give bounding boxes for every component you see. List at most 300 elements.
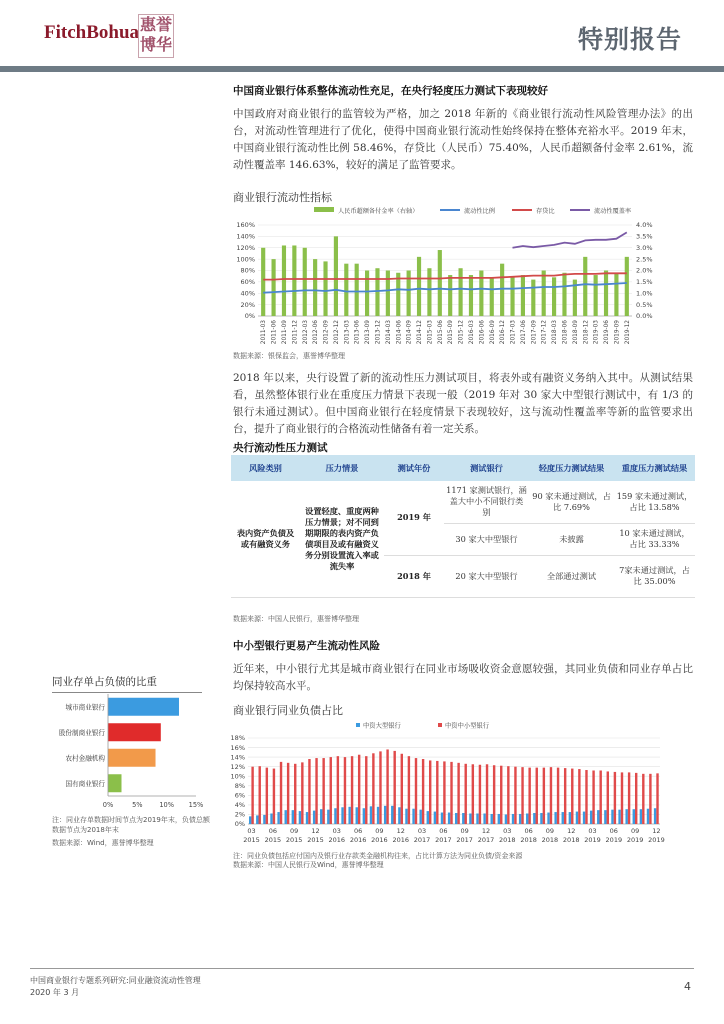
bar-large <box>356 807 358 824</box>
bar-large <box>512 814 514 824</box>
x-tick: 2014-12 <box>417 320 424 345</box>
bar-small <box>386 749 388 824</box>
bar-small <box>351 756 353 824</box>
bar <box>344 264 348 316</box>
legend-swatch <box>438 723 442 727</box>
x-tick-month: 09 <box>630 827 640 835</box>
x-tick-year: 2017 <box>477 836 495 844</box>
x-tick: 15% <box>188 801 204 809</box>
bar-large <box>263 815 265 824</box>
bar-small <box>536 768 538 824</box>
bar-small <box>294 764 296 824</box>
category-label: 农村金融机构 <box>65 754 105 763</box>
x-tick: 2016-06 <box>479 320 486 345</box>
bar-small <box>372 753 374 824</box>
cell-risk-type: 表内资产负债及或有融资义务 <box>236 527 295 549</box>
bar <box>355 264 359 316</box>
x-tick: 2019-09 <box>614 320 621 345</box>
x-tick: 2017-03 <box>510 320 517 345</box>
bar-small <box>301 762 303 824</box>
paragraph-small-banks: 近年来，中小银行尤其是城市商业银行在同业市场吸收资金意愿较强，其同业负债和同业存单占比均保持较高水平。 <box>233 663 693 692</box>
bar-large <box>270 813 272 824</box>
bar-large <box>618 810 620 824</box>
bar-small <box>287 763 289 824</box>
y-tick-left: 60% <box>240 278 255 287</box>
bar-small <box>592 770 594 824</box>
bar-small <box>337 756 339 824</box>
bar-small <box>422 759 424 824</box>
x-tick: 2018-09 <box>572 320 579 345</box>
interbank-liability-chart <box>228 717 668 849</box>
bar-small <box>401 754 403 824</box>
x-tick-month: 03 <box>417 827 427 835</box>
bar <box>625 257 629 316</box>
x-tick: 2013-12 <box>375 320 382 345</box>
bar-small <box>493 765 495 824</box>
bar-small <box>273 769 275 824</box>
x-tick-month: 03 <box>588 827 597 835</box>
table-row: 90 家未通过测试，占比 7.69% <box>532 490 611 512</box>
x-tick-year: 2016 <box>392 836 409 844</box>
bar <box>292 245 296 316</box>
bar-large <box>327 810 329 824</box>
x-tick-year: 2018 <box>499 836 516 844</box>
y-tick-right: 2.5% <box>636 255 653 264</box>
y-tick-right: 2.0% <box>636 266 653 275</box>
chart-source-cd-share: 数据来源：Wind，惠誉博华整理 <box>52 839 154 847</box>
x-tick: 2018-03 <box>552 320 559 345</box>
y-tick-right: 3.0% <box>636 243 653 252</box>
bar-small <box>614 772 616 824</box>
x-tick-year: 2015 <box>285 836 303 844</box>
bar-large <box>277 812 279 824</box>
section-heading-liquidity: 中国商业银行体系整体流动性充足，在央行轻度压力测试下表现较好 <box>233 85 548 97</box>
bar-large <box>569 812 571 824</box>
bar <box>469 275 473 316</box>
bar-large <box>633 809 635 824</box>
bar-large <box>647 809 649 824</box>
th-risk: 风险类别 <box>231 455 300 481</box>
x-tick-year: 2015 <box>264 836 282 844</box>
bar-small <box>649 774 651 824</box>
table-row: 20 家大中型银行 <box>455 570 518 581</box>
x-tick: 2014-06 <box>396 320 403 345</box>
cell-scenario: 设置轻度、重度两种压力情景；对不同到期期限的表内资产负债项目及或有融资义务分别设置流入率或流失率 <box>305 505 379 571</box>
x-tick-month: 09 <box>290 827 299 835</box>
bar-small <box>578 769 580 824</box>
sidebar-chart-box <box>52 674 202 693</box>
bar-large <box>441 813 443 824</box>
x-tick: 2015-09 <box>448 320 455 345</box>
bar <box>108 698 179 716</box>
series-line <box>263 273 627 279</box>
bar <box>417 257 421 316</box>
bar <box>500 264 504 316</box>
bar <box>459 268 463 316</box>
bar-large <box>448 813 450 824</box>
x-tick-month: 12 <box>396 827 405 835</box>
y-tick-right: 1.5% <box>636 278 653 287</box>
bar-large <box>334 808 336 824</box>
bar-small <box>365 756 367 824</box>
x-tick-month: 06 <box>524 827 533 835</box>
bar <box>604 271 608 317</box>
y-tick-left: 20% <box>240 300 255 309</box>
x-tick: 2012-06 <box>313 320 320 345</box>
y-tick-right: 3.5% <box>636 232 653 241</box>
bar <box>427 268 431 316</box>
table-title: 央行流动性压力测试 <box>233 442 328 454</box>
bar-small <box>479 765 481 824</box>
bar <box>448 275 452 316</box>
table-row: 10 家未通过测试，占比 33.33% <box>619 528 690 549</box>
bar-large <box>434 812 436 824</box>
bar-small <box>543 768 545 824</box>
x-tick-year: 2018 <box>520 836 537 844</box>
x-tick-year: 2019 <box>626 836 644 844</box>
bar-large <box>604 810 606 824</box>
y-tick-left: 80% <box>240 266 255 275</box>
header-divider <box>0 66 724 72</box>
x-tick: 2015-12 <box>458 320 465 345</box>
x-tick-month: 06 <box>268 827 278 835</box>
bar-small <box>379 751 381 824</box>
legend-label: 人民币超额备付金率（右轴） <box>338 208 419 215</box>
report-type: 特别报告 <box>578 25 683 54</box>
bar <box>365 271 369 317</box>
bar <box>531 280 535 316</box>
footer-divider <box>30 968 694 969</box>
bar-large <box>455 813 457 824</box>
x-tick-month: 12 <box>481 827 491 835</box>
bar <box>490 277 494 316</box>
page-number: 4 <box>684 980 691 993</box>
th-year: 测试年份 <box>384 455 444 481</box>
x-tick-month: 12 <box>567 827 576 835</box>
x-tick: 2015-06 <box>437 320 444 345</box>
x-tick: 2012-09 <box>323 320 330 345</box>
x-tick-month: 09 <box>375 827 384 835</box>
bar-large <box>405 809 407 824</box>
bar-small <box>628 772 630 824</box>
bar-small <box>465 764 467 824</box>
x-tick: 2018-12 <box>583 320 590 345</box>
bar <box>552 277 556 316</box>
bar <box>407 271 411 317</box>
bar-large <box>398 807 400 824</box>
footer-date: 2020 年 3 月 <box>30 988 80 997</box>
legend-label: 流动性覆盖率 <box>594 208 632 215</box>
x-tick-year: 2017 <box>413 836 431 844</box>
bar <box>323 261 327 316</box>
y-tick-right: 0.5% <box>636 300 653 309</box>
bar-small <box>571 769 573 824</box>
chart-note-cd-share: 注：同业存单数据时间节点为2019年末，负债总额数据节点为2018年末 <box>52 816 210 834</box>
bar-large <box>469 813 471 824</box>
bar-large <box>476 813 478 824</box>
bar-small <box>415 758 417 824</box>
x-tick: 2013-09 <box>365 320 372 345</box>
bar-large <box>498 814 500 824</box>
x-tick: 2016-03 <box>468 320 475 345</box>
bar-small <box>472 764 474 824</box>
bar-large <box>625 809 627 824</box>
bar <box>375 268 379 316</box>
bar-large <box>640 809 642 824</box>
y-tick: 0% <box>234 820 245 829</box>
x-tick-year: 2017 <box>435 836 452 844</box>
bar <box>334 236 338 316</box>
series-line <box>513 232 627 247</box>
y-tick: 4% <box>234 801 245 810</box>
category-label: 股份制商业银行 <box>58 728 105 737</box>
x-tick: 2017-06 <box>520 320 527 345</box>
bar-large <box>419 810 421 824</box>
bar-small <box>280 762 282 824</box>
bar <box>562 273 566 316</box>
x-tick-month: 06 <box>609 827 618 835</box>
x-tick-month: 06 <box>353 827 363 835</box>
table-row: 1171 家测试银行，涵盖大中小不同银行类别 <box>446 485 527 518</box>
bar-large <box>306 812 308 824</box>
bar-large <box>483 813 485 824</box>
x-tick-month: 09 <box>545 827 555 835</box>
bar-large <box>249 816 251 824</box>
th-severe: 重度压力测试结果 <box>614 455 695 481</box>
bar <box>594 275 598 316</box>
bar <box>108 774 121 792</box>
x-tick-year: 2016 <box>328 836 346 844</box>
bar-small <box>564 768 566 824</box>
table-source: 数据来源：中国人民银行，惠誉博华整理 <box>233 615 359 623</box>
cd-share-chart <box>52 692 208 812</box>
bar <box>614 273 618 316</box>
bar <box>282 245 286 316</box>
bar-small <box>315 758 317 824</box>
y-tick: 16% <box>230 743 245 752</box>
x-tick: 2014-03 <box>385 320 392 345</box>
x-tick-month: 09 <box>460 827 469 835</box>
bar-large <box>377 807 379 824</box>
paragraph-stress-test: 2018 年以来，央行设置了新的流动性压力测试项目，将表外或有融资义务纳入其中。从测试结果看，虽然整体银行业在重度压力情景下表现一般（2019 年对 30 家大中型银行测试中，有 1/3 的银行未通过测试）。但中国商业银行在轻度情景下表现较好，这与流动性覆盖率等新的监管要求出台，提升了商业银行的合格流动性储备有着一定关系。 <box>233 372 693 435</box>
bar-small <box>607 771 609 824</box>
chart-title-liquidity: 商业银行流动性指标 <box>233 191 332 204</box>
bar-large <box>292 810 294 824</box>
y-tick: 12% <box>230 762 245 771</box>
bar-large <box>348 807 350 824</box>
bar <box>438 250 442 316</box>
bar-small <box>358 755 360 824</box>
bar-small <box>308 759 310 824</box>
bar-large <box>576 812 578 824</box>
category-label: 国有商业银行 <box>65 779 105 788</box>
x-tick: 2011-03 <box>261 320 268 345</box>
bar-small <box>500 766 502 824</box>
y-tick-left: 100% <box>236 255 255 264</box>
bar-small <box>599 770 601 824</box>
x-tick: 2011-12 <box>292 320 299 345</box>
chart-note-interbank: 注：同业负债包括应付国内及银行业存款类金融机构往来，占比计算方法为同业负债/资金来源 <box>233 852 523 860</box>
stress-test-table <box>231 455 695 598</box>
bar-small <box>344 757 346 824</box>
x-tick: 2017-09 <box>531 320 538 345</box>
x-tick: 2018-06 <box>562 320 569 345</box>
bar <box>510 277 514 316</box>
x-tick: 10% <box>159 801 174 809</box>
x-tick: 2016-12 <box>500 320 507 345</box>
chart-title-interbank: 商业银行同业负债占比 <box>233 704 343 717</box>
x-tick-year: 2015 <box>307 836 324 844</box>
x-tick: 2019-03 <box>593 320 600 345</box>
bar-small <box>436 761 438 824</box>
bar-small <box>585 770 587 824</box>
bar <box>313 259 317 316</box>
x-tick: 2012-12 <box>333 320 340 345</box>
th-mild: 轻度压力测试结果 <box>529 455 614 481</box>
x-tick-year: 2018 <box>541 836 559 844</box>
legend-swatch <box>356 723 360 727</box>
bar <box>272 259 276 316</box>
bar-small <box>450 762 452 824</box>
bar-small <box>393 751 395 824</box>
x-tick: 2016-09 <box>489 320 496 345</box>
x-tick: 2011-09 <box>281 320 288 345</box>
bar <box>108 723 161 741</box>
table-row: 全部通过测试 <box>546 570 597 581</box>
y-tick: 8% <box>234 781 245 790</box>
paragraph-liquidity: 中国政府对商业银行的监管较为严格，加之 2018 年新的《商业银行流动性风险管理办法》的出台，对流动性管理进行了优化，使得中国商业银行流动性始终保持在整体充裕水平。2019 年末，中国商业银行流动性比例 58.46%，存贷比（人民币）75.40%，人民币超额备付金率 2.61%，流动性覆盖率 146.63%，较好的满足了监管要求。 <box>233 108 693 171</box>
x-tick-year: 2016 <box>371 836 388 844</box>
bar-large <box>256 815 258 824</box>
legend-label: 中资大型银行 <box>363 722 401 730</box>
th-scenario: 压力情景 <box>300 455 384 481</box>
table-row: 159 家未通过测试，占比 13.58% <box>616 490 693 512</box>
x-tick-month: 06 <box>439 827 448 835</box>
bar-small <box>486 764 488 824</box>
x-tick: 2017-12 <box>541 320 548 345</box>
x-tick-month: 12 <box>311 827 320 835</box>
bar-small <box>621 772 623 824</box>
bar-large <box>427 811 429 824</box>
x-tick: 2013-06 <box>354 320 361 345</box>
x-tick-month: 12 <box>652 827 661 835</box>
y-tick: 10% <box>230 772 245 781</box>
y-tick-left: 160% <box>236 221 255 230</box>
bar-large <box>519 814 521 824</box>
table-row: 未披露 <box>559 533 584 544</box>
bar-large <box>462 813 464 824</box>
bar-large <box>562 812 564 824</box>
x-tick: 2015-03 <box>427 320 434 345</box>
bar-large <box>391 806 393 824</box>
y-tick-left: 40% <box>240 289 255 298</box>
bar-small <box>259 766 261 824</box>
x-tick-year: 2015 <box>243 836 260 844</box>
bar-large <box>299 811 301 824</box>
bar-small <box>429 760 431 824</box>
x-tick: 2013-03 <box>344 320 351 345</box>
bar-small <box>330 757 332 824</box>
y-tick: 18% <box>230 734 245 743</box>
legend-label: 存贷比 <box>536 208 555 215</box>
x-tick-year: 2019 <box>648 836 665 844</box>
x-tick-year: 2019 <box>605 836 623 844</box>
bar-large <box>547 813 549 824</box>
y-tick-right: 4.0% <box>636 221 653 230</box>
x-tick-month: 03 <box>247 827 256 835</box>
cell-year-2019: 2019 年 <box>397 512 431 523</box>
bar-small <box>507 766 509 824</box>
bar-large <box>341 807 343 824</box>
y-tick: 14% <box>230 753 245 762</box>
x-tick-year: 2019 <box>584 836 601 844</box>
y-tick-left: 0% <box>244 312 255 321</box>
x-tick-year: 2016 <box>349 836 367 844</box>
x-tick: 2014-09 <box>406 320 413 345</box>
y-tick-right: 1.0% <box>636 289 653 298</box>
category-label: 城市商业银行 <box>65 703 105 712</box>
y-tick-left: 120% <box>236 243 255 252</box>
chart-source-liquidity: 数据来源：银保监会，惠誉博华整理 <box>233 352 345 360</box>
bar-small <box>266 768 268 824</box>
bar-small <box>635 773 637 824</box>
bar-large <box>526 813 528 824</box>
legend-label: 中资中小型银行 <box>445 722 490 730</box>
x-tick: 2012-03 <box>302 320 309 345</box>
x-tick-year: 2018 <box>562 836 580 844</box>
bar-large <box>597 810 599 824</box>
table-row: 30 家大中型银行 <box>455 533 518 544</box>
th-banks: 测试银行 <box>444 455 529 481</box>
bar-small <box>557 768 559 824</box>
bar-large <box>611 810 613 824</box>
bar-large <box>590 811 592 824</box>
series-line <box>263 283 627 293</box>
x-tick: 2019-06 <box>604 320 611 345</box>
brand-seal: 惠誉 博华 <box>138 14 174 58</box>
x-tick: 2019-12 <box>624 320 631 345</box>
bar-large <box>320 809 322 824</box>
y-tick: 2% <box>234 810 245 819</box>
x-tick: 2011-06 <box>271 320 278 345</box>
x-tick-year: 2017 <box>456 836 473 844</box>
bar-small <box>251 767 253 824</box>
bar <box>386 271 390 317</box>
x-tick-month: 03 <box>332 827 341 835</box>
bar-small <box>443 761 445 824</box>
bar <box>521 275 525 316</box>
y-tick-left: 140% <box>236 232 255 241</box>
bar-small <box>457 763 459 824</box>
y-tick-right: 0.0% <box>636 312 653 321</box>
bar-small <box>656 773 658 824</box>
x-tick: 0% <box>102 801 114 809</box>
section-heading-small-banks: 中小型银行更易产生流动性风险 <box>233 640 380 652</box>
bar-large <box>384 806 386 824</box>
bar-large <box>363 808 365 824</box>
bar-large <box>554 812 556 824</box>
bar-small <box>514 767 516 824</box>
bar-large <box>505 814 507 824</box>
liquidity-indicators-chart <box>228 203 668 369</box>
chart-source-interbank: 数据来源：中国人民银行及Wind，惠誉博华整理 <box>233 861 384 869</box>
footer-title: 中国商业银行专题系列研究:同业融资流动性管理 <box>30 976 201 985</box>
bar-large <box>491 814 493 824</box>
bar-small <box>408 756 410 824</box>
cell-year-2018: 2018 年 <box>397 570 431 581</box>
bar <box>583 257 587 316</box>
bar <box>108 749 156 767</box>
